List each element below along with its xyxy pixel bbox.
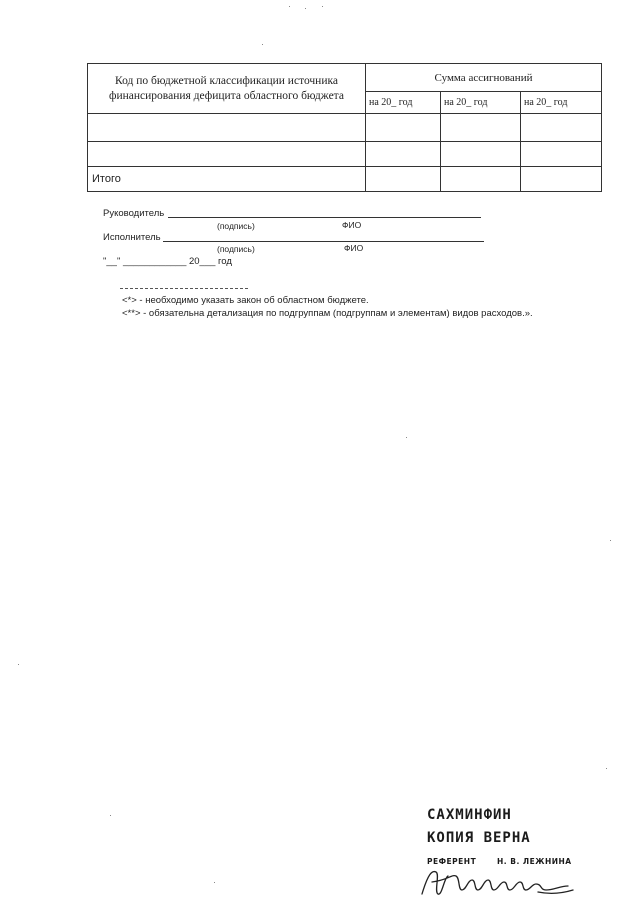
table-cell	[88, 114, 366, 142]
table-cell	[441, 114, 521, 142]
handwritten-signature	[418, 864, 578, 900]
stamp-org: САХМИНФИН	[427, 807, 512, 823]
table-cell	[521, 114, 602, 142]
table-cell	[88, 142, 366, 167]
table-cell	[366, 167, 441, 192]
executor-signature-hint: (подпись)	[217, 244, 255, 254]
head-signature-hint: (подпись)	[217, 221, 255, 231]
table-cell	[441, 167, 521, 192]
table-cell	[441, 142, 521, 167]
scan-speck	[262, 44, 263, 45]
budget-table	[87, 63, 602, 192]
table-cell	[366, 114, 441, 142]
year-column-1: на 20_ год	[366, 92, 441, 114]
scan-speck	[110, 815, 111, 816]
header-appropriations-sum: Сумма ассигнований	[366, 64, 602, 92]
date-line: "__" ____________ 20___ год	[103, 256, 232, 267]
executor-label: Исполнитель	[103, 232, 161, 243]
table-row	[88, 114, 602, 142]
scan-speck	[606, 768, 607, 769]
scan-speck	[214, 882, 215, 883]
footnote-separator	[120, 288, 248, 289]
stamp-role: РЕФЕРЕНТ	[427, 857, 477, 866]
table-cell	[521, 167, 602, 192]
total-label: Итого	[88, 167, 366, 192]
head-fio-hint: ФИО	[342, 220, 362, 230]
year-column-2: на 20_ год	[441, 92, 521, 114]
total-row	[88, 167, 602, 192]
footnote-2: <**> - обязательна детализация по подгруппам (подгруппам и элементам) видов расходов.».	[122, 308, 533, 319]
executor-signature-line	[163, 241, 484, 242]
scan-speck	[305, 8, 306, 9]
scan-speck	[322, 6, 323, 7]
scan-speck	[610, 540, 611, 541]
head-signature-line	[168, 217, 481, 218]
head-label: Руководитель	[103, 208, 165, 219]
executor-fio-hint: ФИО	[344, 243, 364, 253]
footnote-1: <*> - необходимо указать закон об областном бюджете.	[122, 295, 369, 306]
table-row	[88, 142, 602, 167]
table-cell	[521, 142, 602, 167]
scan-speck	[406, 437, 407, 438]
scan-speck	[18, 664, 19, 665]
stamp-copy-certified: КОПИЯ ВЕРНА	[427, 830, 531, 846]
year-column-3: на 20_ год	[521, 92, 602, 114]
header-classification-code: Код по бюджетной классификации источника финансирования дефицита областного бюджета	[88, 64, 366, 114]
stamp-name: Н. В. ЛЕЖНИНА	[497, 857, 572, 866]
scan-speck	[289, 6, 290, 7]
table-cell	[366, 142, 441, 167]
